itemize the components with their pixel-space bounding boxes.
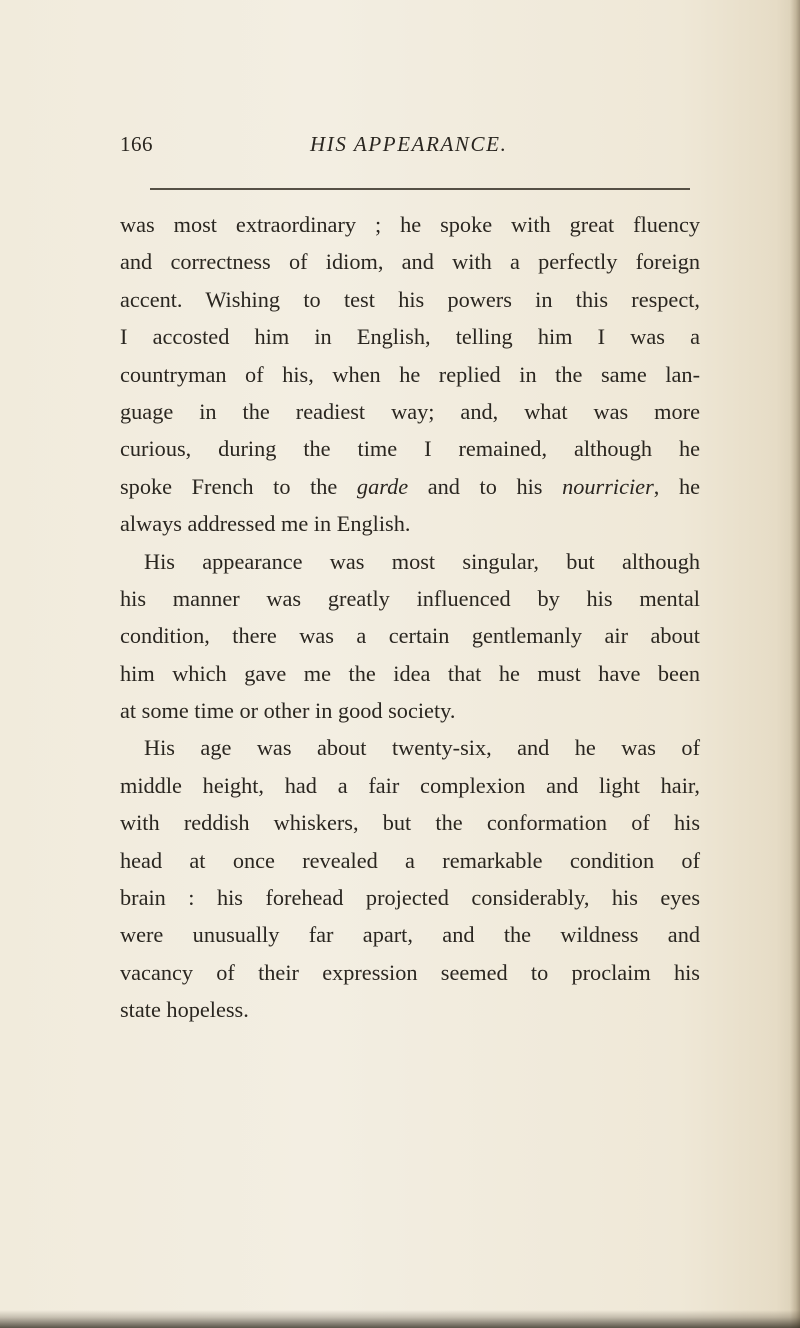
text-line [120,692,700,729]
text-line [120,842,700,879]
text-segment: I accosted him in English, telling him I was a [120,324,700,350]
text-segment: with reddish whiskers, but the conformation of his [120,810,700,836]
text-segment: were unusually far apart, and the wildness and [120,922,700,948]
text-segment: , he [653,473,700,499]
text-segment: state hopeless. [120,997,249,1023]
text-line [120,729,700,766]
text-line [120,617,700,654]
text-segment: and correctness of idiom, and with a perfectly foreign [120,249,700,275]
text-line [120,356,700,393]
text-line [120,991,700,1028]
page-header [120,132,700,162]
text-segment: at some time or other in good society. [120,698,456,724]
italic-text-segment: nourricier [562,473,654,499]
text-line [120,393,700,430]
text-segment: was most extraordinary ; he spoke with great fluency [120,212,700,237]
text-line [120,468,700,505]
page-bottom-shadow [0,1310,800,1328]
text-line [120,879,700,916]
text-segment: him which gave me the idea that he must have been [120,660,700,686]
page-edge-shadow [790,0,800,1328]
text-segment: His appearance was most singular, but although [144,548,700,574]
text-segment: guage in the readiest way; and, what was more [120,398,700,424]
text-line [120,243,700,280]
text-segment: his manner was greatly influenced by his mental [120,585,700,611]
text-line [120,543,700,580]
text-segment: brain : his forehead projected considerably, his eyes [120,885,700,911]
text-line [120,206,700,243]
text-line [120,804,700,841]
text-line [120,916,700,953]
text-line [120,281,700,318]
text-segment: always addressed me in English. [120,511,411,537]
text-segment: vacancy of their expression seemed to proclaim his [120,959,700,985]
text-segment: accent. Wishing to test his powers in this respect, [120,286,700,312]
header-rule [150,188,690,190]
body-text [120,206,700,1029]
text-segment: countryman of his, when he replied in the same lan- [120,361,700,387]
text-segment: and to his [408,473,563,499]
italic-text-segment: garde [356,473,409,499]
text-line [120,318,700,355]
running-title: HIS APPEARANCE. [310,132,508,156]
text-segment: condition, there was a certain gentlemanly air about [120,623,700,649]
text-segment: spoke French to the [120,473,357,499]
text-segment: middle height, had a fair complexion and light hair, [120,772,700,798]
page-number: 166 [120,132,153,156]
text-line [120,954,700,991]
text-line [120,505,700,542]
text-segment: curious, during the time I remained, although he [120,436,700,462]
text-segment: head at once revealed a remarkable condition of [120,847,700,873]
text-line [120,655,700,692]
text-segment: His age was about twenty-six, and he was of [144,735,700,761]
text-line [120,580,700,617]
text-line [120,767,700,804]
text-line [120,430,700,467]
